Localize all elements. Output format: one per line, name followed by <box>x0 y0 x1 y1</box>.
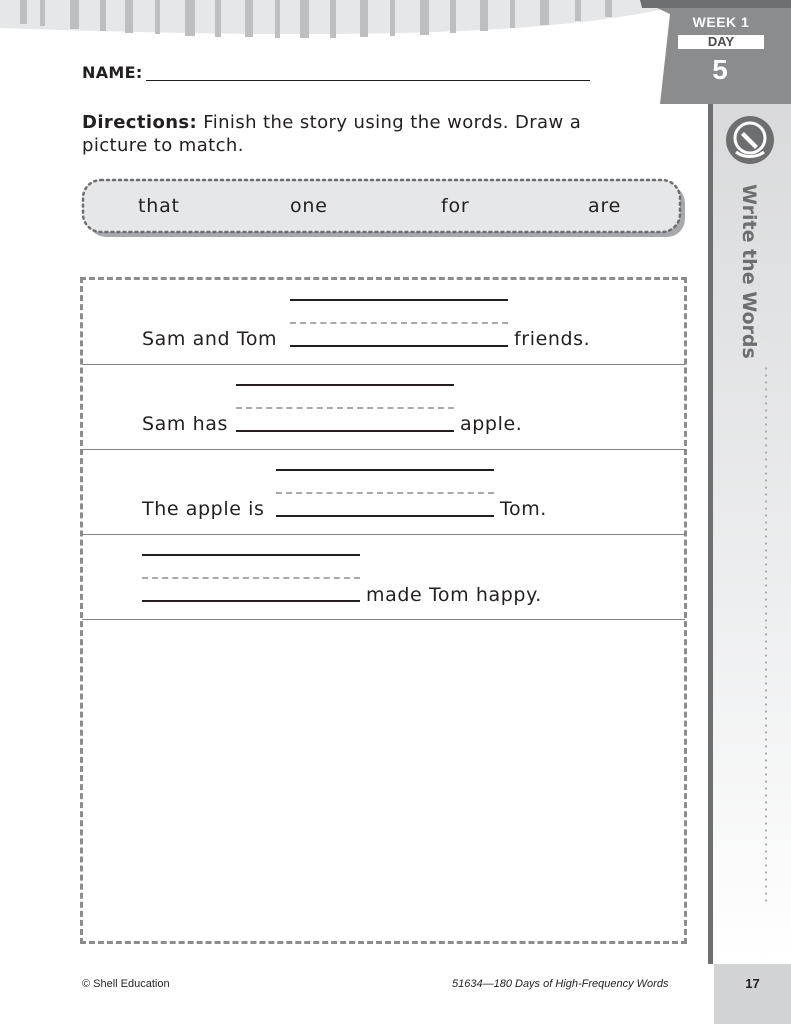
row-divider <box>82 449 685 450</box>
word-bank-word: one <box>290 195 328 217</box>
directions-label: Directions: <box>82 112 198 133</box>
page-number-box <box>714 964 791 1024</box>
directions <box>82 111 682 157</box>
day-number: 5 <box>712 54 728 85</box>
sentence-1-before: Sam and Tom <box>142 328 278 350</box>
write-line-top <box>290 299 508 301</box>
row-divider <box>82 534 685 535</box>
book-title: 51634—180 Days of High-Frequency Words <box>452 978 669 990</box>
drawing-area[interactable] <box>84 622 683 940</box>
word-bank-word: are <box>588 195 622 217</box>
copyright: © Shell Education <box>82 978 170 990</box>
write-line-mid <box>290 322 508 324</box>
week-label: WEEK 1 <box>692 14 750 30</box>
write-line-top <box>236 384 454 386</box>
write-line-mid <box>276 492 494 494</box>
write-line-mid <box>236 407 454 409</box>
sentence-2-before: Sam has <box>142 413 229 435</box>
write-line-top <box>276 469 494 471</box>
row-divider <box>82 619 685 620</box>
word-bank-word: that <box>138 195 180 217</box>
sentence-4-after: made Tom happy. <box>366 584 542 606</box>
sentence-3-after: Tom. <box>500 498 547 520</box>
section-title: Write the Words <box>738 184 760 359</box>
row-divider <box>82 364 685 365</box>
side-dotted-line <box>765 365 767 905</box>
sentence-2-after: apple. <box>460 413 523 435</box>
sentence-3-before: The apple is <box>142 498 265 520</box>
pencil-writing-icon <box>724 114 776 166</box>
name-write-line[interactable] <box>146 80 590 81</box>
answer-blank-1[interactable] <box>290 345 508 347</box>
write-line-top <box>142 554 360 556</box>
answer-blank-3[interactable] <box>276 515 494 517</box>
answer-blank-2[interactable] <box>236 430 454 432</box>
day-label: DAY <box>678 35 764 49</box>
write-line-mid <box>142 577 360 579</box>
answer-blank-4[interactable] <box>142 600 360 602</box>
word-bank-word: for <box>441 195 470 217</box>
name-label: NAME: <box>82 63 143 82</box>
sentence-1-after: friends. <box>514 328 591 350</box>
page-number: 17 <box>745 976 760 991</box>
directions-line1: Finish the story using the words. Draw a <box>203 112 582 133</box>
directions-line2: picture to match. <box>82 135 244 156</box>
